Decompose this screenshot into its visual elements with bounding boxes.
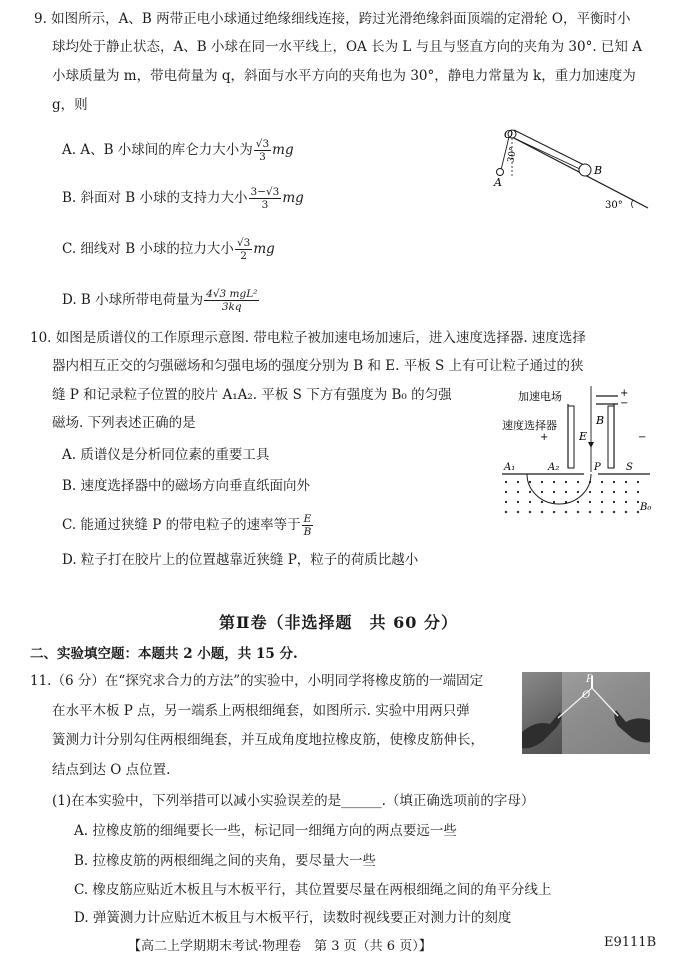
unit: mg	[272, 142, 294, 158]
q11-line-3: 簧测力计分别勾住两根细绳套，并互成角度地拉橡皮筋，使橡皮筋伸长，	[52, 732, 484, 748]
fraction	[302, 513, 314, 538]
label-e: E	[579, 430, 588, 443]
fraction	[249, 186, 282, 211]
denominator: B	[303, 526, 312, 538]
numerator: 4√3 mgL²	[206, 288, 258, 300]
numerator: 3−√3	[250, 186, 280, 198]
q11-experiment-photo	[522, 672, 650, 754]
label-velocity-selector: 速度选择器	[502, 419, 557, 432]
q10-mass-spectrometer-diagram	[500, 382, 660, 532]
fraction	[235, 237, 252, 262]
q11-subquestion-1: (1)在本实验中，下列举措可以减小实验误差的是______.（填正确选项前的字母）	[52, 793, 535, 809]
section-ii-title: 第Ⅱ卷（非选择题 共 60 分）	[219, 613, 458, 632]
angle-30-bottom: 30°	[605, 200, 623, 211]
label-accel-field: 加速电场	[518, 390, 562, 403]
q11-option-d: D. 弹簧测力计应贴近木板且与木板平行，读数时视线要正对测力计的刻度	[74, 910, 512, 926]
plus-top: +	[620, 388, 629, 399]
denominator: 3kq	[221, 301, 242, 313]
numerator: √3	[255, 138, 270, 150]
label-b0: B₀	[640, 502, 652, 513]
ball-b	[579, 164, 591, 176]
particle-arc	[527, 474, 591, 504]
q10-line-1: 10. 如图是质谱仪的工作原理示意图. 带电粒子被加速电场加速后，进入速度选择器. 速度选择	[30, 330, 586, 346]
fraction	[204, 288, 259, 313]
q9-line-1: 9. 如图所示，A、B 两带正电小球通过绝缘细线连接，跨过光滑绝缘斜面顶端的定滑轮 O，平衡时小	[34, 11, 631, 27]
section-ii-subtitle: 二、实验填空题：本题共 2 小题，共 15 分.	[30, 646, 298, 662]
q11-option-b: B. 拉橡皮筋的两根细绳之间的夹角，要尽量大一些	[74, 853, 377, 869]
fraction	[254, 138, 271, 163]
unit: mg	[253, 241, 275, 257]
ball-a	[497, 169, 504, 176]
label-p: P	[594, 462, 601, 473]
q9-line-4: g，则	[52, 97, 88, 113]
denominator: 3	[259, 151, 266, 163]
minus-side: −	[638, 432, 647, 443]
q9-option-c-text: C. 细线对 B 小球的拉力大小	[62, 241, 234, 257]
q11-option-c: C. 橡皮筋应贴近木板且与木板平行，其位置要尽量在两根细绳之间的角平分线上	[74, 882, 552, 898]
selector-plate-right-body	[608, 406, 614, 468]
board-surface	[562, 672, 650, 754]
q10-line-4: 磁场. 下列表述正确的是	[52, 415, 196, 431]
angle-30-top: 30°	[506, 146, 519, 164]
label-a: A	[494, 176, 502, 189]
label-o: O	[504, 128, 514, 141]
paper-code: E9111B	[604, 935, 657, 950]
denominator: 2	[240, 250, 247, 262]
q11-line-4: 结点到达 O 点位置.	[52, 762, 171, 778]
denominator: 3	[261, 199, 269, 211]
page-footer: 【高二上学期期末考试·物理卷 第 3 页（共 6 页）】	[128, 939, 432, 954]
q11-line-1: 11.（6 分）在“探究求合力的方法”的实验中，小明同学将橡皮筋的一端固定	[30, 673, 484, 689]
q11-option-a: A. 拉橡皮筋的细绳要长一些，标记同一细绳方向的两点要远一些	[74, 823, 457, 839]
numerator: E	[302, 513, 314, 526]
q9-option-b	[62, 186, 304, 211]
incline-surface-top	[514, 130, 590, 168]
q9-option-a-text: A. A、B 小球间的库仑力大小为	[62, 142, 253, 158]
q10-option-c-text: C. 能通过狭缝 P 的带电粒子的速率等于	[62, 517, 301, 533]
q9-option-d	[62, 288, 260, 313]
label-o: O	[582, 690, 591, 701]
label-a2: A₂	[548, 462, 560, 473]
q9-option-b-text: B. 斜面对 B 小球的支持力大小	[62, 190, 248, 206]
unit: mg	[282, 190, 304, 206]
path-arrow	[588, 442, 594, 448]
q9-incline-diagram	[490, 128, 650, 218]
q10-option-a: A. 质谱仪是分析同位素的重要工具	[62, 447, 270, 463]
q9-line-2: 球均处于静止状态，A、B 小球在同一水平线上，OA 长为 L 与且与竖直方向的夹角为 30°. 已知 A	[52, 39, 642, 55]
magnetic-field-dots	[505, 481, 639, 513]
angle-arc	[632, 200, 634, 208]
numerator: √3	[236, 237, 251, 249]
label-b: B	[596, 414, 605, 427]
q9-option-d-text: D. B 小球所带电荷量为	[62, 292, 204, 308]
label-p: P	[586, 674, 593, 685]
selector-plate-left-body	[568, 406, 574, 468]
label-s: S	[626, 462, 633, 473]
label-b: B	[594, 164, 603, 177]
q9-line-3: 小球质量为 m，带电荷量为 q，斜面与水平方向的夹角也为 30°，静电力常量为 k，重力加速度为	[52, 68, 636, 84]
thread-ob	[514, 138, 582, 170]
q9-option-a	[62, 138, 294, 163]
q9-option-c	[62, 237, 275, 262]
q10-option-b: B. 速度选择器中的磁场方向垂直纸面向外	[62, 478, 311, 494]
q11-line-2: 在水平木板 P 点，另一端系上两根细绳套，如图所示. 实验中用两只弹	[52, 703, 470, 719]
plus-side: +	[540, 432, 549, 443]
q10-line-3: 缝 P 和记录粒子位置的胶片 A₁A₂. 平板 S 下方有强度为 B₀ 的匀强	[52, 387, 452, 403]
minus-top: −	[620, 398, 629, 409]
q10-line-2: 器内相互正交的匀强磁场和匀强电场的强度分别为 B 和 E. 平板 S 上有可让粒子通过的狭	[52, 358, 584, 374]
q10-option-d: D. 粒子打在胶片上的位置越靠近狭缝 P，粒子的荷质比越小	[62, 552, 419, 568]
q10-option-c	[62, 513, 314, 538]
label-a1: A₁	[504, 462, 516, 473]
